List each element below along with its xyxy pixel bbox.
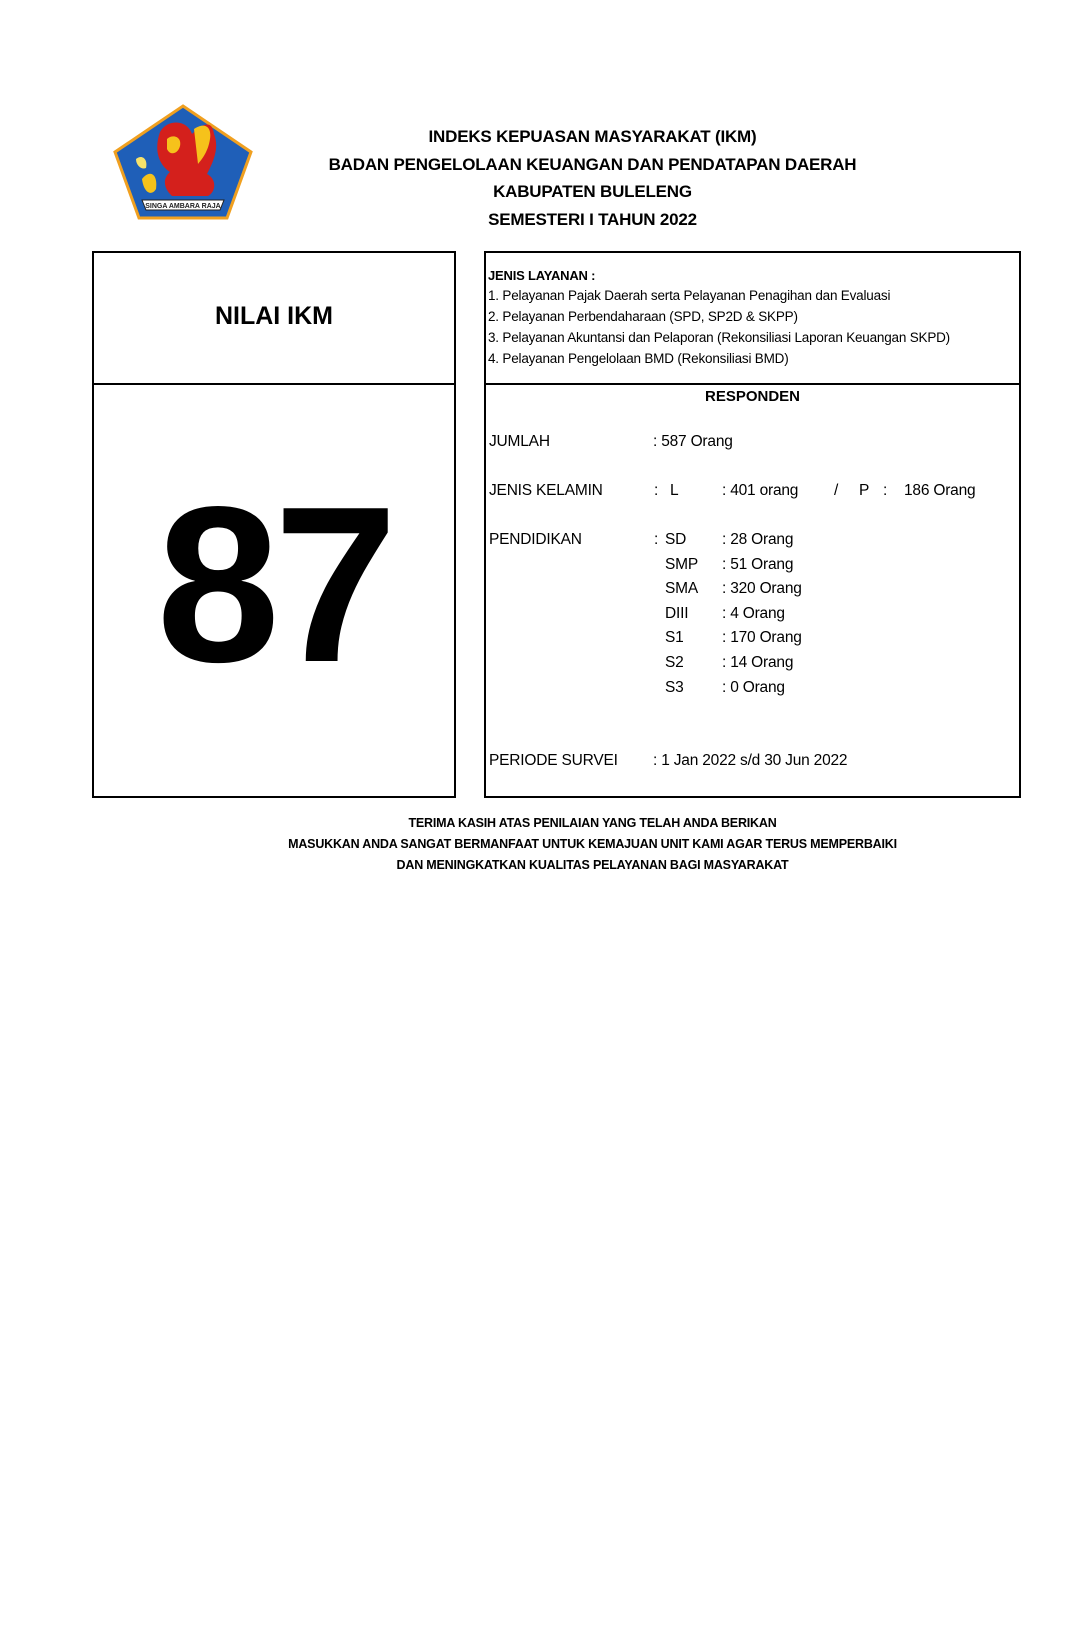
layanan-item: 2. Pelayanan Perbendaharaan (SPD, SP2D & SKPP) (488, 309, 798, 324)
layanan-item: 3. Pelayanan Akuntansi dan Pelaporan (Rekonsiliasi Laporan Keuangan SKPD) (488, 330, 950, 345)
header-region: KABUPATEN BULELENG (493, 182, 692, 201)
perempuan-label: P (859, 482, 870, 499)
header-period: SEMESTERI I TAHUN 2022 (488, 210, 697, 229)
pendidikan-level: DIII (665, 604, 689, 622)
header-title: INDEKS KEPUASAN MASYARAKAT (IKM) (428, 127, 757, 146)
responden-heading: RESPONDEN (704, 388, 801, 405)
jumlah-value: : 587 Orang (653, 433, 733, 450)
divider (92, 383, 456, 385)
laki-laki-value: : 401 orang (722, 482, 799, 499)
footer-line: MASUKKAN ANDA SANGAT BERMANFAAT UNTUK KEMAJUAN UNIT KAMI AGAR TERUS MEMPERBAIKI (288, 837, 897, 851)
laki-laki-label: L (670, 482, 679, 499)
pendidikan-count: : 170 Orang (722, 629, 802, 647)
pendidikan-label: PENDIDIKAN (489, 531, 582, 548)
pendidikan-level: SD (665, 531, 687, 548)
jenis-layanan-heading: JENIS LAYANAN : (488, 268, 596, 283)
layanan-item: 1. Pelayanan Pajak Daerah serta Pelayanan Penagihan dan Evaluasi (488, 288, 891, 303)
layanan-item: 4. Pelayanan Pengelolaan BMD (Rekonsiliasi BMD) (488, 351, 789, 366)
jumlah-label: JUMLAH (489, 433, 550, 450)
periode-survei-label: PERIODE SURVEI (489, 752, 618, 769)
pendidikan-count: : 14 Orang (722, 654, 794, 671)
pendidikan-count: : 320 Orang (722, 580, 802, 598)
nilai-ikm-label: NILAI IKM (214, 302, 334, 330)
svg-text:SINGA AMBARA RAJA: SINGA AMBARA RAJA (145, 203, 221, 210)
pendidikan-level: SMA (665, 580, 698, 598)
slash: / (834, 482, 839, 499)
divider (484, 383, 1021, 385)
pendidikan-count: : 51 Orang (722, 555, 794, 573)
periode-survei-value: : 1 Jan 2022 s/d 30 Jun 2022 (653, 752, 848, 769)
pendidikan-level: SMP (665, 555, 698, 573)
colon: : (654, 482, 659, 499)
pendidikan-count: : 28 Orang (722, 531, 794, 548)
jenis-kelamin-label: JENIS KELAMIN (489, 482, 603, 499)
kabupaten-buleleng-logo (112, 104, 254, 222)
pendidikan-count: : 0 Orang (722, 678, 785, 696)
pendidikan-level: S1 (665, 629, 684, 647)
nilai-ikm-value: 87 (156, 461, 392, 709)
pendidikan-count: : 4 Orang (722, 604, 785, 622)
header-agency: BADAN PENGELOLAAN KEUANGAN DAN PENDATAPAN DAERAH (328, 155, 857, 174)
pendidikan-level: S3 (665, 678, 684, 696)
perempuan-value: 186 Orang (904, 482, 976, 499)
footer-line: DAN MENINGKATKAN KUALITAS PELAYANAN BAGI MASYARAKAT (396, 858, 789, 872)
pendidikan-level: S2 (665, 654, 684, 671)
colon: : (883, 482, 888, 499)
footer-line: TERIMA KASIH ATAS PENILAIAN YANG TELAH ANDA BERIKAN (408, 816, 777, 830)
colon: : (654, 531, 659, 548)
